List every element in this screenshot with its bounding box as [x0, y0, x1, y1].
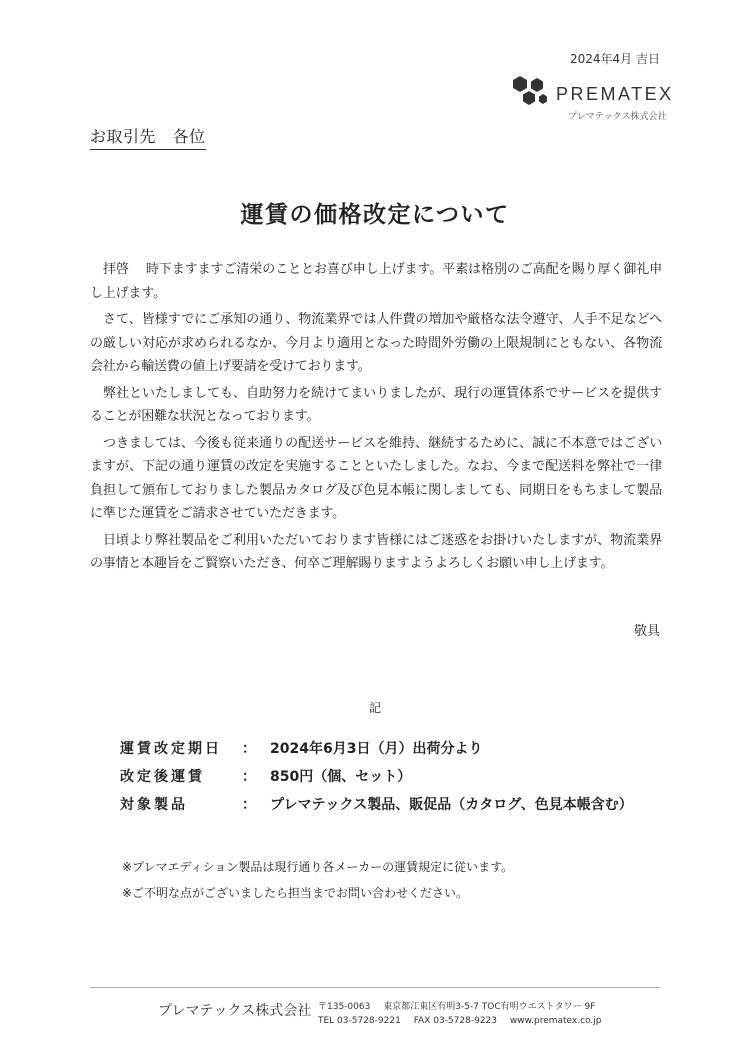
detail-colon: ：: [242, 741, 256, 757]
detail-value: 850円（個、セット）: [270, 769, 412, 785]
detail-label: 運賃改定期日: [120, 741, 222, 757]
letter-body: [90, 258, 662, 579]
note-item: ※プレマエディション製品は現行通り各メーカーの運賃規定に従います。: [122, 860, 514, 874]
detail-value: 2024年6月3日（月）出荷分より: [270, 741, 483, 757]
detail-colon: ：: [242, 769, 256, 785]
footer-contact: [318, 1000, 612, 1028]
footer-company-name: プレマテックス株式会社: [158, 1003, 312, 1019]
ki-marker: 記: [368, 701, 381, 715]
footer-divider: [90, 987, 660, 988]
phone-number: TEL 03-5728-9221: [318, 1016, 401, 1026]
closing-remark: 敬具: [633, 624, 660, 639]
document-date: 2024年4月 吉日: [570, 52, 660, 66]
paragraph: 拝啓 時下ますますご清栄のこととお喜び申し上げます。平素は格別のご高配を賜り厚く御礼申し上げます。: [90, 262, 662, 301]
detail-value: プレマテックス製品、販促品（カタログ、色見本帳含む）: [270, 797, 633, 813]
detail-label: 改定後運賃: [120, 769, 205, 785]
company-logo: [512, 74, 682, 124]
paragraph: 日頃より弊社製品をご利用いただいております皆様にはご迷惑をお掛けいたしますが、物流業界の事情と本趣旨をご賢察いただき、何卒ご理解賜りますようよろしくお願い申し上げます。: [90, 532, 662, 571]
notes: [122, 854, 513, 906]
detail-colon: ：: [242, 797, 256, 813]
addressee: お取引先 各位: [90, 124, 206, 150]
note-item: ※ご不明な点がございましたら担当までお問い合わせください。: [122, 886, 469, 900]
detail-label: 対象製品: [120, 797, 188, 813]
detail-row: [120, 737, 680, 765]
paragraph: 弊社といたしましても、自助努力を続けてまいりましたが、現行の運賃体系でサービスを提供することが困難な状況となっております。: [90, 385, 662, 424]
paragraph: さて、皆様すでにご承知の通り、物流業界では人件費の増加や厳格な法令遵守、人手不足などへの厳しい対応が求められるなか、今月より適用となった時間外労働の上限規制にともない、各物流会社から輸送費の値上げ要請を受けております。: [90, 312, 662, 374]
website-link[interactable]: www.prematex.co.jp: [509, 1016, 602, 1026]
postal-code: 〒135-0063: [318, 1002, 371, 1012]
detail-row: [120, 793, 680, 821]
document-title: 運賃の価格改定について: [240, 202, 510, 228]
hexagon-logo-icon: [512, 74, 552, 108]
logo-company-name: プレマテックス株式会社: [568, 112, 667, 122]
logo-wordmark: PREMATEX: [556, 84, 674, 104]
fax-number: FAX 03-5728-9223: [413, 1016, 497, 1026]
address: 東京都江東区有明3-5-7 TOC有明ウエストタワー 9F: [383, 1002, 596, 1012]
paragraph: つきましては、今後も従来通りの配送サービスを維持、継続するために、誠に不本意ではございますが、下記の通り運賃の改定を実施することといたしました。なお、今まで配送料を弊社で一律負担して頒布しておりました製品カタログ及び色見本帳に関しましても、同期日をもちまして製品に準じた運賃をご請求させていただきます。: [90, 435, 662, 521]
detail-row: [120, 765, 680, 793]
details-list: [120, 737, 680, 821]
